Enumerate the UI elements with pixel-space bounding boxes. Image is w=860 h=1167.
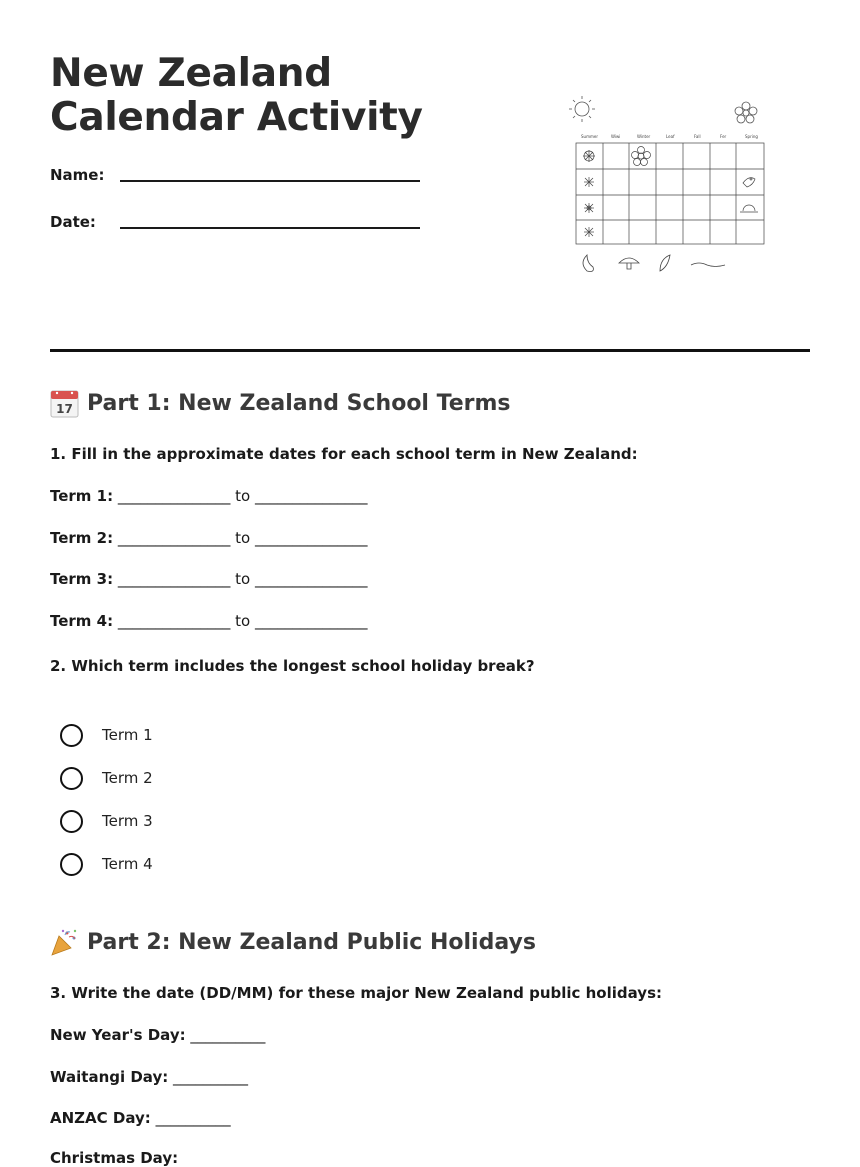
radio-option[interactable]	[60, 851, 153, 877]
part2-heading	[50, 925, 536, 959]
col-header: Wiwi	[611, 134, 621, 139]
part1-heading-text: Part 1: New Zealand School Terms	[87, 390, 511, 416]
radio-label: Term 3	[102, 812, 153, 830]
col-header: Spring	[745, 134, 758, 139]
snowflake-icon	[584, 227, 594, 237]
term-row[interactable]	[50, 570, 368, 588]
holiday-label: New Year's Day:	[50, 1026, 186, 1044]
radio-button[interactable]	[60, 767, 83, 790]
question-2: 2. Which term includes the longest school holiday break?	[50, 657, 535, 675]
col-header: Summer	[581, 134, 598, 139]
calendar-icon	[50, 389, 79, 418]
name-label: Name:	[50, 166, 105, 184]
holiday-blank[interactable]: __________	[190, 1026, 266, 1044]
calendar-illustration	[565, 93, 770, 278]
bird-icon	[743, 178, 755, 187]
date-label: Date:	[50, 213, 96, 231]
col-header: Leaf	[666, 134, 675, 139]
term-row[interactable]	[50, 529, 368, 547]
radio-button[interactable]	[60, 853, 83, 876]
radio-label: Term 2	[102, 769, 153, 787]
holiday-row[interactable]	[50, 1149, 178, 1167]
term-label: Term 2:	[50, 529, 114, 547]
snowflake-icon	[583, 150, 595, 162]
holiday-row[interactable]	[50, 1109, 231, 1127]
term-row[interactable]	[50, 612, 368, 630]
question-3: 3. Write the date (DD/MM) for these major New Zealand public holidays:	[50, 984, 662, 1002]
col-header: Fer	[720, 134, 727, 139]
term-blank[interactable]: _______________ to _______________	[117, 570, 368, 588]
date-line[interactable]	[120, 227, 420, 229]
section-divider	[50, 349, 810, 352]
snowflake-icon	[584, 203, 594, 213]
flower-icon	[735, 102, 757, 123]
page-title: New Zealand Calendar Activity	[50, 51, 423, 140]
name-line[interactable]	[120, 180, 420, 182]
term-blank[interactable]: _______________ to _______________	[117, 612, 368, 630]
holiday-label: Christmas Day:	[50, 1149, 179, 1167]
radio-label: Term 1	[102, 726, 153, 744]
svg-text:17: 17	[56, 401, 73, 416]
sun-icon	[569, 96, 595, 122]
name-field[interactable]	[50, 166, 420, 196]
radio-button[interactable]	[60, 810, 83, 833]
leaf-icon	[660, 255, 670, 271]
part2-heading-text: Part 2: New Zealand Public Holidays	[87, 929, 536, 955]
term-row[interactable]	[50, 487, 368, 505]
snowflake-icon	[584, 177, 594, 187]
calendar-grid	[576, 143, 764, 244]
col-header: Winter	[637, 134, 651, 139]
radio-option[interactable]	[60, 765, 153, 791]
flower-cell-icon	[632, 147, 651, 166]
party-popper-icon	[50, 928, 79, 957]
holiday-label: Waitangi Day:	[50, 1068, 169, 1086]
moon-icon	[583, 255, 593, 272]
term-blank[interactable]: _______________ to _______________	[117, 529, 368, 547]
radio-option[interactable]	[60, 808, 153, 834]
radio-option[interactable]	[60, 722, 153, 748]
wave-icon	[691, 263, 725, 267]
term-label: Term 4:	[50, 612, 114, 630]
date-field[interactable]	[50, 213, 420, 243]
term-label: Term 3:	[50, 570, 114, 588]
question-1: 1. Fill in the approximate dates for each school term in New Zealand:	[50, 445, 638, 463]
col-header: Fall	[694, 134, 701, 139]
sunset-icon	[740, 205, 758, 212]
radio-button[interactable]	[60, 724, 83, 747]
holiday-blank[interactable]: __________	[173, 1068, 249, 1086]
term-label: Term 1:	[50, 487, 114, 505]
holiday-row[interactable]	[50, 1026, 265, 1044]
part1-heading	[50, 386, 511, 420]
holiday-blank[interactable]: __________	[155, 1109, 231, 1127]
term-blank[interactable]: _______________ to _______________	[117, 487, 368, 505]
radio-label: Term 4	[102, 855, 153, 873]
mushroom-icon	[619, 258, 639, 269]
holiday-label: ANZAC Day:	[50, 1109, 151, 1127]
holiday-row[interactable]	[50, 1068, 248, 1086]
